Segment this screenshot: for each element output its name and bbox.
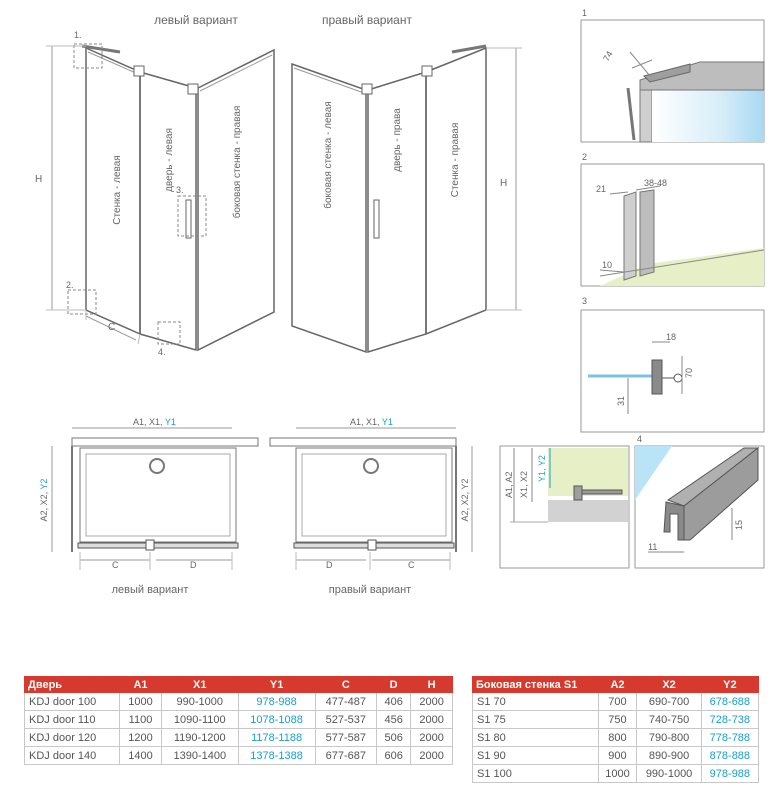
door-table [24, 676, 453, 765]
table-cell: 606 [377, 747, 411, 765]
plan-left-c: C [112, 560, 119, 570]
table-cell: KDJ door 140 [25, 747, 120, 765]
door-col-header: H [411, 677, 453, 693]
detail-3-box [581, 310, 764, 432]
table-cell: 1390-1400 [161, 747, 238, 765]
table-row [25, 693, 453, 711]
table-cell: 1078-1088 [238, 711, 315, 729]
table-cell: 1178-1188 [238, 729, 315, 747]
detail-2-dim-a: 21 [596, 184, 607, 194]
plan-left-top-dim: A1, X1, Y1 [133, 417, 176, 427]
left-h-label: H [35, 174, 43, 185]
table-cell: 456 [377, 711, 411, 729]
left-variant-top-label: левый вариант [154, 13, 238, 27]
table-cell: 678-688 [701, 693, 758, 711]
left-c-label: C [108, 322, 116, 333]
detail-3-num: 3 [582, 296, 588, 306]
table-cell: 527-537 [315, 711, 377, 729]
wall-col-header: A2 [598, 677, 637, 693]
callout-2-label: 2. [66, 280, 74, 290]
table-row [473, 693, 759, 711]
detail-3-dim-b: 70 [684, 367, 694, 378]
table-cell: 2000 [411, 747, 453, 765]
table-cell: 406 [377, 693, 411, 711]
table-row [25, 747, 453, 765]
plan-right-d: D [326, 560, 333, 570]
right-h-label: H [500, 178, 508, 189]
table-cell: S1 80 [473, 729, 599, 747]
door-col-header: A1 [120, 677, 162, 693]
table-cell: S1 75 [473, 711, 599, 729]
section-x1x2: X1, X2 [519, 470, 529, 498]
table-cell: S1 70 [473, 693, 599, 711]
detail-3-dim-c: 31 [616, 395, 626, 406]
wall-col-header: Y2 [701, 677, 758, 693]
detail-2-dim-b: 38-48 [644, 178, 668, 188]
table-cell: 1100 [120, 711, 162, 729]
plan-right-top-dim: A1, X1, Y1 [350, 417, 393, 427]
callout-1-label: 1. [74, 30, 82, 40]
door-col-header: Дверь [25, 677, 120, 693]
wall-left-label: Стенка - левая [112, 155, 123, 225]
plan-left [52, 428, 258, 570]
table-cell: 990-1000 [161, 693, 238, 711]
door-col-header: X1 [161, 677, 238, 693]
table-cell: 740-750 [637, 711, 701, 729]
side-wall-table [472, 676, 759, 783]
table-cell: 990-1000 [637, 765, 701, 783]
detail-2-dim-c: 10 [602, 260, 613, 270]
door-table-header [25, 677, 453, 693]
right-variant-top-label: правый вариант [322, 13, 412, 27]
table-row [25, 711, 453, 729]
plan-right-side-dim: A2, X2, Y2 [460, 478, 470, 522]
door-right-label: дверь - права [392, 108, 403, 172]
table-cell: 978-988 [238, 693, 315, 711]
detail-2-num: 2 [582, 152, 588, 162]
table-cell: S1 90 [473, 747, 599, 765]
table-cell: 506 [377, 729, 411, 747]
detail-4-dim-b: 15 [734, 519, 744, 530]
table-cell: 700 [598, 693, 637, 711]
table-cell: 750 [598, 711, 637, 729]
table-cell: 800 [598, 729, 637, 747]
table-cell: 577-587 [315, 729, 377, 747]
wall-col-header: X2 [637, 677, 701, 693]
door-col-header: D [377, 677, 411, 693]
table-cell: 900 [598, 747, 637, 765]
table-cell: 2000 [411, 729, 453, 747]
table-cell: KDJ door 110 [25, 711, 120, 729]
table-cell: 978-988 [701, 765, 758, 783]
table-cell: 890-900 [637, 747, 701, 765]
section-y1y2: Y1, Y2 [537, 455, 547, 482]
table-cell: KDJ door 100 [25, 693, 120, 711]
detail-4-num: 4 [637, 434, 643, 444]
table-cell: 778-788 [701, 729, 758, 747]
detail-3-dim-a: 18 [666, 332, 677, 342]
table-cell: 790-800 [637, 729, 701, 747]
table-cell: 477-487 [315, 693, 377, 711]
table-row [473, 711, 759, 729]
plan-left-variant-label: левый вариант [111, 584, 189, 596]
plan-left-side-dim: A2, X2, Y2 [39, 478, 49, 522]
table-row [473, 729, 759, 747]
table-cell: 677-687 [315, 747, 377, 765]
wall-table-header [473, 677, 759, 693]
side-wall-right-label: боковая стенка - правая [232, 105, 243, 219]
table-cell: 1200 [120, 729, 162, 747]
wall-right-label: Стенка - правая [450, 122, 461, 198]
table-cell: 2000 [411, 711, 453, 729]
section-detail-box [500, 446, 629, 568]
plan-right-variant-label: правый вариант [328, 584, 412, 596]
side-wall-left-label: боковая стенка - левая [323, 101, 334, 209]
detail-1-dim: 74 [601, 49, 615, 63]
table-cell: 2000 [411, 693, 453, 711]
plan-left-d: D [190, 560, 197, 570]
table-row [25, 729, 453, 747]
detail-1-box [581, 20, 764, 142]
table-cell: S1 100 [473, 765, 599, 783]
plan-right [270, 428, 472, 570]
table-cell: 690-700 [637, 693, 701, 711]
plan-right-c: C [408, 560, 415, 570]
door-left-label: дверь - левая [164, 128, 175, 192]
table-cell: 1400 [120, 747, 162, 765]
door-col-header: Y1 [238, 677, 315, 693]
table-row [473, 747, 759, 765]
detail-1-num: 1 [582, 8, 588, 18]
table-cell: KDJ door 120 [25, 729, 120, 747]
table-cell: 1378-1388 [238, 747, 315, 765]
wall-col-header: Боковая стенка S1 [473, 677, 599, 693]
table-cell: 1000 [598, 765, 637, 783]
table-cell: 728-738 [701, 711, 758, 729]
door-col-header: C [315, 677, 377, 693]
table-cell: 1190-1200 [161, 729, 238, 747]
table-cell: 878-888 [701, 747, 758, 765]
callout-4-label: 4. [158, 347, 166, 357]
table-cell: 1000 [120, 693, 162, 711]
table-cell: 1090-1100 [161, 711, 238, 729]
callout-3-label: 3. [176, 185, 184, 195]
detail-4-dim-a: 11 [648, 542, 658, 552]
section-a1a2: A1, A2 [504, 471, 514, 498]
table-row [473, 765, 759, 783]
